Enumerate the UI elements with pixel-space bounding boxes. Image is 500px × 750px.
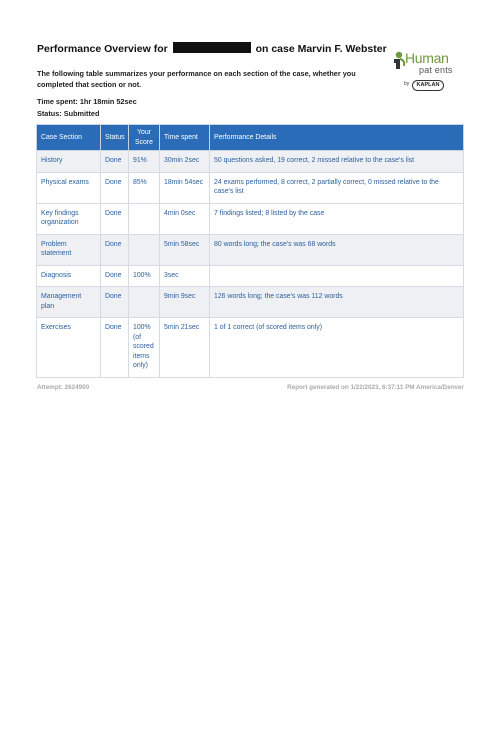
- cell-time: 5min 21sec: [160, 318, 210, 378]
- report-generated: Report generated on 1/22/2023, 6:37:11 PM America/Denver: [287, 384, 464, 391]
- cell-status: Done: [101, 172, 129, 203]
- cell-score: [129, 203, 160, 234]
- attempt-id: Attempt: 2624900: [37, 384, 90, 391]
- cell-time: 30min 2sec: [160, 151, 210, 173]
- cell-time: 9min 9sec: [160, 287, 210, 318]
- column-header: Status: [101, 125, 129, 151]
- time-spent: Time spent: 1hr 18min 52sec: [37, 97, 137, 106]
- performance-table: [36, 124, 464, 378]
- table-row: [37, 234, 464, 265]
- cell-time: 4min 0sec: [160, 203, 210, 234]
- cell-score: [129, 234, 160, 265]
- meta-info: [37, 96, 137, 119]
- logo-by-text: by: [404, 81, 410, 87]
- cell-time: 18min 54sec: [160, 172, 210, 203]
- table-header-row: [37, 125, 464, 151]
- cell-score: 100% (of scored items only): [129, 318, 160, 378]
- cell-details: 24 exams performed, 8 correct, 2 partially correct, 0 missed relative to the case's list: [210, 172, 464, 203]
- table-row: [37, 287, 464, 318]
- cell-details: 80 words long; the case's was 68 words: [210, 234, 464, 265]
- human-figure-icon: [390, 51, 406, 69]
- cell-score: 100%: [129, 265, 160, 287]
- table-row: [37, 172, 464, 203]
- cell-status: Done: [101, 318, 129, 378]
- redacted-name: [173, 42, 251, 53]
- cell-section: History: [37, 151, 101, 173]
- logo-patients-text: pat ents: [419, 65, 453, 75]
- cell-section: Problem statement: [37, 234, 101, 265]
- status-line: Status: Submitted: [37, 108, 100, 118]
- cell-section: Key findings organization: [37, 203, 101, 234]
- cell-section: Exercises: [37, 318, 101, 378]
- cell-time: 3sec: [160, 265, 210, 287]
- cell-status: Done: [101, 287, 129, 318]
- table-row: [37, 265, 464, 287]
- cell-details: 7 findings listed; 8 listed by the case: [210, 203, 464, 234]
- human-patients-logo: [390, 50, 470, 94]
- cell-section: Physical exams: [37, 172, 101, 203]
- page-title: [37, 42, 387, 55]
- cell-details: [210, 265, 464, 287]
- cell-details: 126 words long; the case's was 112 words: [210, 287, 464, 318]
- column-header: Case Section: [37, 125, 101, 151]
- summary-text: The following table summarizes your performance on each section of the case, whether you completed that section or not.: [37, 69, 356, 89]
- table-row: [37, 151, 464, 173]
- cell-score: 91%: [129, 151, 160, 173]
- table-row: [37, 203, 464, 234]
- cell-section: Management plan: [37, 287, 101, 318]
- kaplan-badge: KAPLAN: [412, 80, 444, 91]
- column-header: Your Score: [129, 125, 160, 151]
- logo-human-text: Human: [405, 50, 449, 66]
- title-suffix: on case Marvin F. Webster: [255, 43, 387, 55]
- cell-details: 50 questions asked, 19 correct, 2 missed relative to the case's list: [210, 151, 464, 173]
- column-header: Time spent: [160, 125, 210, 151]
- title-prefix: Performance Overview for: [37, 43, 168, 55]
- column-header: Performance Details: [210, 125, 464, 151]
- cell-status: Done: [101, 234, 129, 265]
- cell-status: Done: [101, 203, 129, 234]
- cell-time: 5min 58sec: [160, 234, 210, 265]
- cell-status: Done: [101, 151, 129, 173]
- table-row: [37, 318, 464, 378]
- cell-details: 1 of 1 correct (of scored items only): [210, 318, 464, 378]
- cell-section: Diagnosis: [37, 265, 101, 287]
- cell-status: Done: [101, 265, 129, 287]
- cell-score: [129, 287, 160, 318]
- cell-score: 85%: [129, 172, 160, 203]
